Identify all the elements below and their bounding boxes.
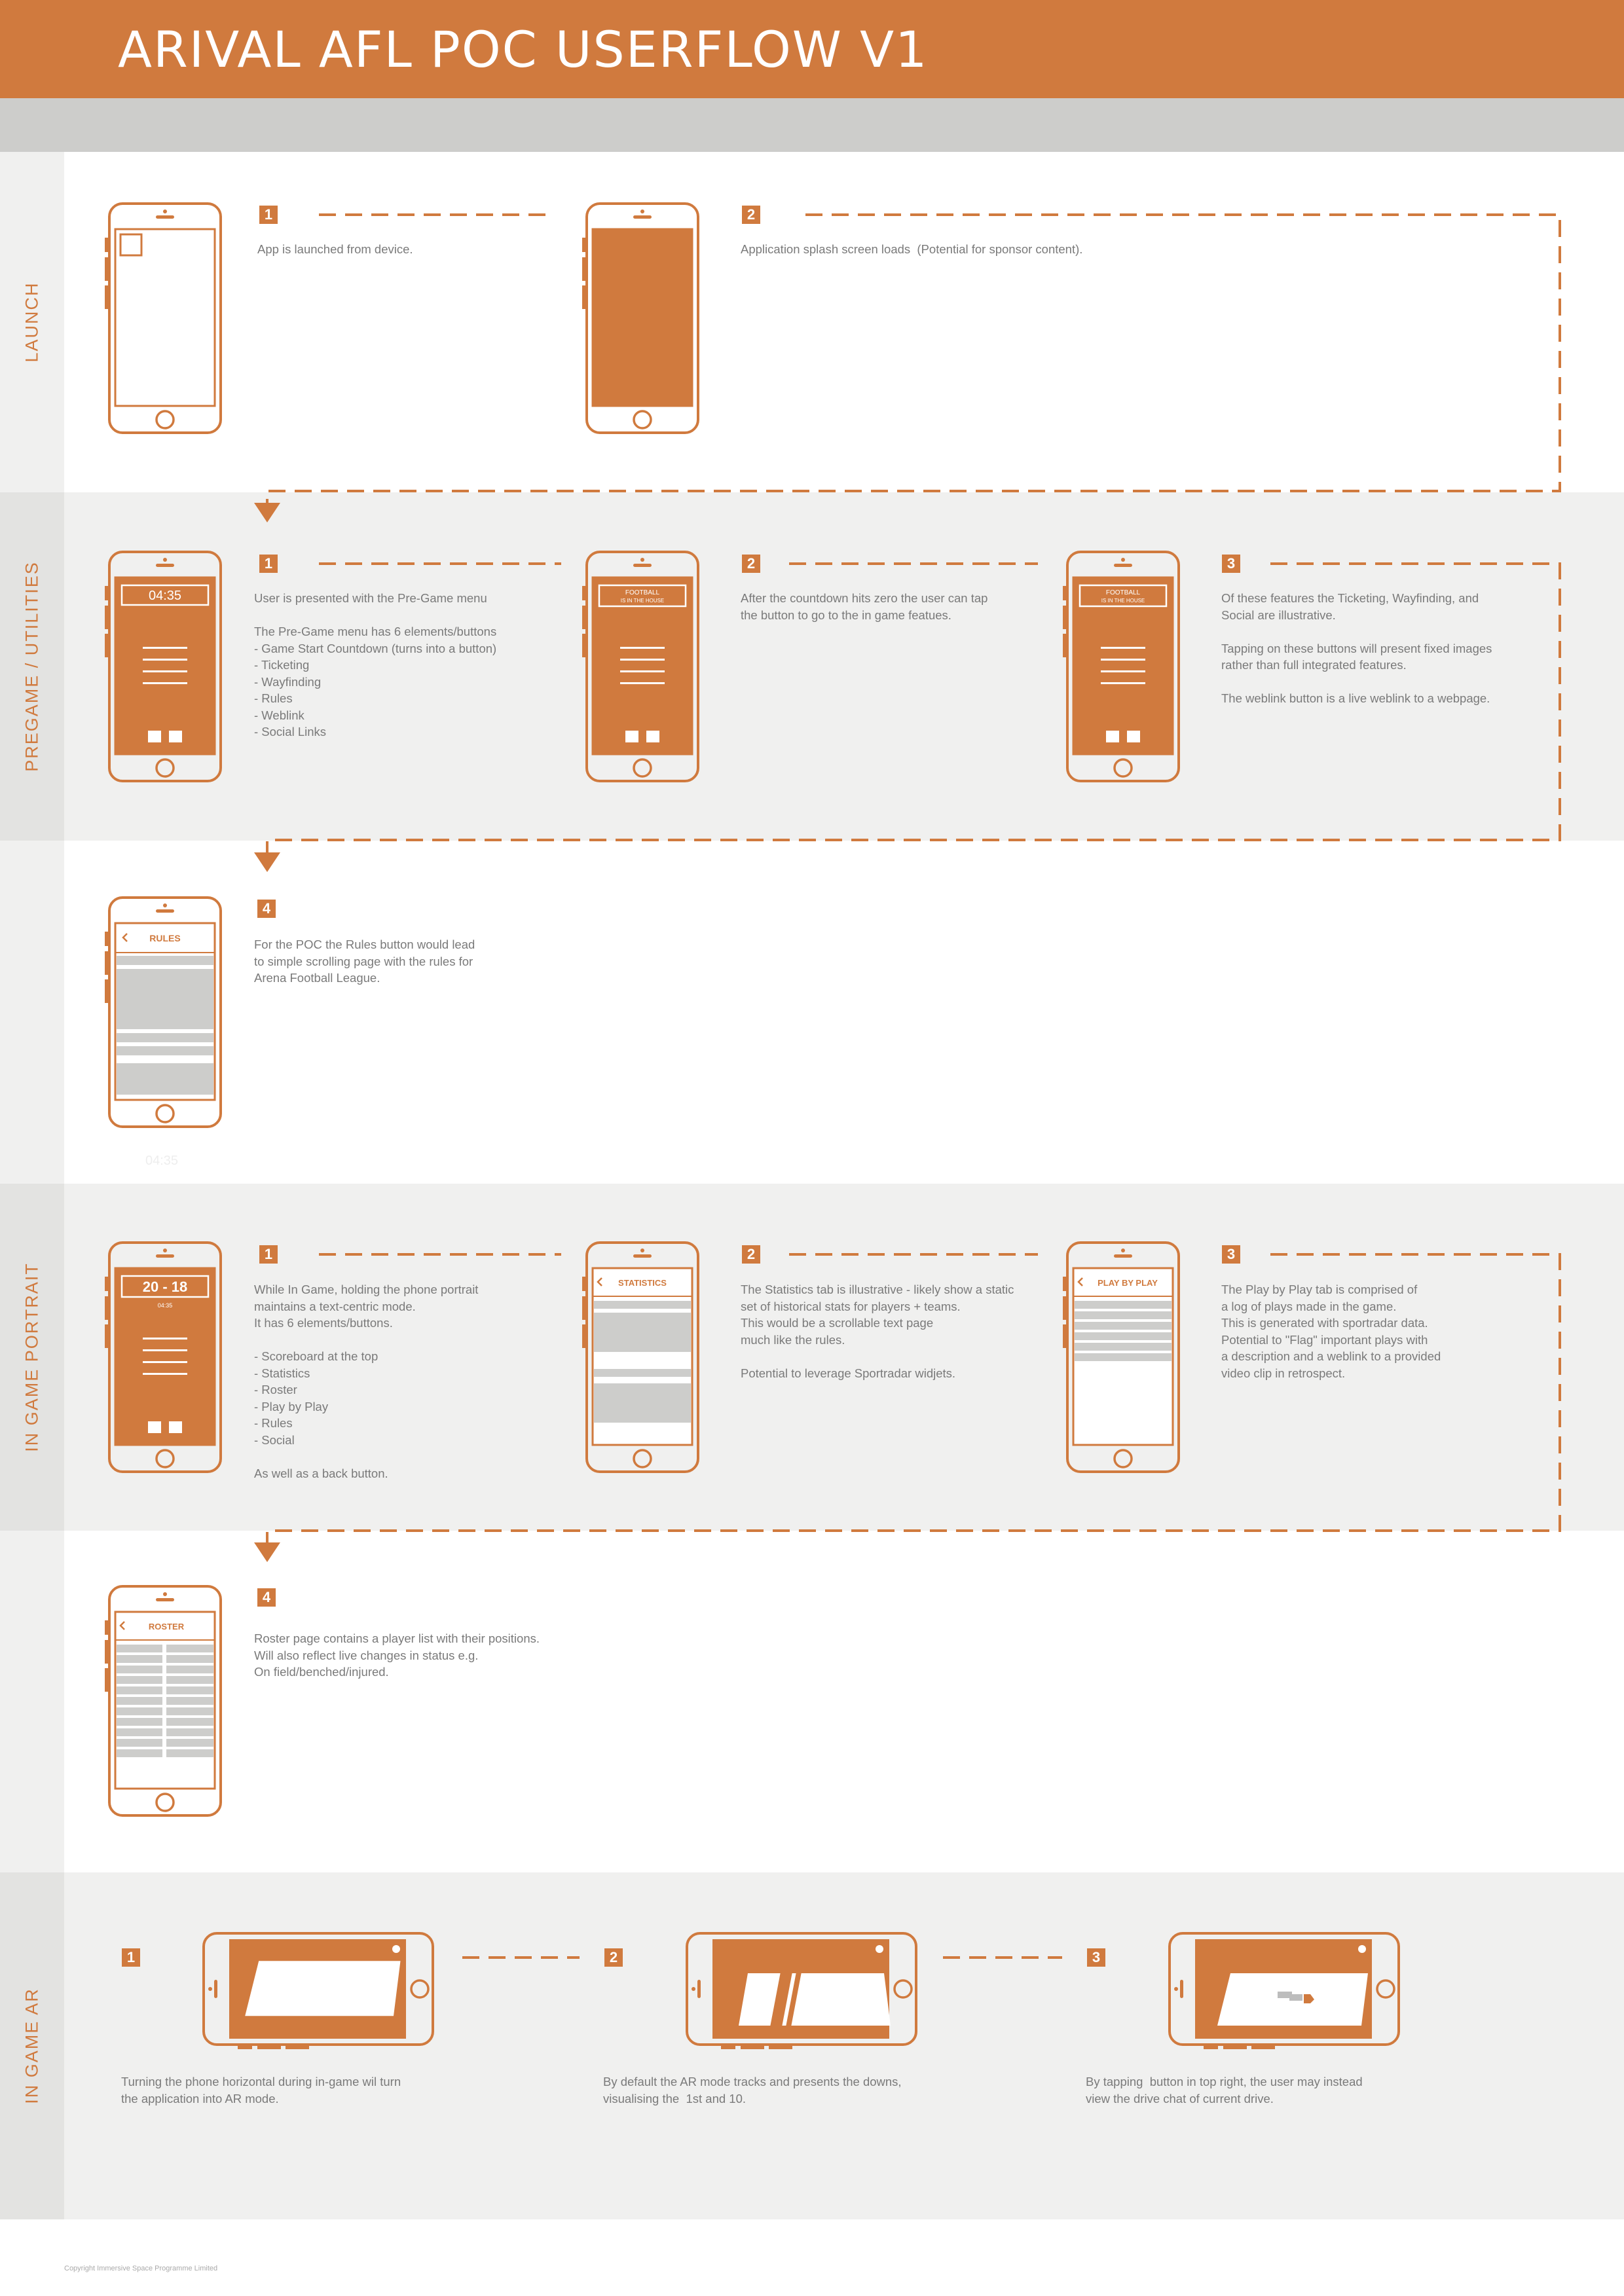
phone-pregame-countdown-zero	[582, 552, 698, 781]
step-description: The Statistics tab is illustrative - likely show a static set of historical stats for players + teams. This would be a scrollable text page much like the rules. Potential to leverage Sportradar widjets.	[741, 1283, 1014, 1380]
step-badge: 2	[742, 555, 760, 573]
step-badge: 1	[259, 555, 278, 573]
phone-ar-downs	[687, 1933, 916, 2049]
step-description: By tapping button in top right, the user may instead view the drive chat of current drive.	[1086, 2075, 1363, 2105]
phone-device-launch	[105, 204, 221, 433]
step-badge: 3	[1222, 1245, 1240, 1264]
svg-text:IS IN THE HOUSE: IS IN THE HOUSE	[1101, 598, 1145, 604]
step-description: User is presented with the Pre-Game menu The Pre-Game menu has 6 elements/buttons - Game Start Countdown (turns into a button) - Ticketing - Wayfinding - Rules - Weblink - Social Links	[254, 591, 497, 738]
phone-rules-page	[105, 898, 221, 1127]
phone-play-by-play-tab	[1063, 1243, 1179, 1472]
svg-text:FOOTBALL: FOOTBALL	[1105, 589, 1141, 596]
step-description: Application splash screen loads (Potential for sponsor content).	[741, 242, 1083, 256]
step-badge: 1	[122, 1948, 140, 1967]
step-description: Of these features the Ticketing, Wayfinding, and Social are illustrative. Tapping on these buttons will present fixed images rather than full integrated features. The weblink button is a live weblink to a webpage.	[1221, 591, 1492, 705]
svg-text:RULES: RULES	[149, 933, 181, 943]
phone-splash-screen	[582, 204, 698, 433]
step-badge: 2	[742, 1245, 760, 1264]
step-description: While In Game, holding the phone portrait maintains a text-centric mode. It has 6 elements/buttons. - Scoreboard at the top - Statistics - Roster - Play by Play - Rules - Social As well as a back button.	[254, 1283, 479, 1480]
svg-text:PLAY BY PLAY: PLAY BY PLAY	[1098, 1278, 1158, 1288]
svg-text:IS IN THE HOUSE: IS IN THE HOUSE	[620, 598, 665, 604]
step-description: After the countdown hits zero the user can tap the button to go to the in game featues.	[741, 591, 988, 622]
phone-pregame-menu	[105, 552, 221, 781]
step-description: For the POC the Rules button would lead to simple scrolling page with the rules for Arena Football League.	[254, 938, 475, 985]
step-description: App is launched from device.	[257, 242, 413, 256]
phone-score: 20 - 18	[142, 1279, 188, 1295]
step-badge: 3	[1087, 1948, 1105, 1967]
step-badge: 2	[742, 206, 760, 224]
step-description: The Play by Play tab is comprised of a log of plays made in the game. This is generated with sportradar data. Potential to "Flag" important plays with a description and a weblink to a provided video clip in retrospect.	[1221, 1283, 1441, 1380]
svg-text:ROSTER: ROSTER	[148, 1622, 185, 1631]
section-label-launch: LAUNCH	[22, 282, 42, 363]
svg-text:FOOTBALL: FOOTBALL	[625, 589, 660, 596]
step-description: By default the AR mode tracks and presents the downs, visualising the 1st and 10.	[603, 2075, 902, 2105]
launch-to-pregame-connector	[267, 215, 1560, 515]
step-badge: 2	[604, 1948, 623, 1967]
step-badge: 4	[257, 1588, 276, 1607]
step-badge: 1	[259, 1245, 278, 1264]
section-label-pregame: PREGAME / UTILITIES	[22, 561, 42, 772]
step-description: Roster page contains a player list with their positions. Will also reflect live changes in status e.g. On field/benched/injured.	[254, 1631, 540, 1679]
step-description: Turning the phone horizontal during in-game wil turn the application into AR mode.	[121, 2075, 401, 2105]
arrow-down-icon	[254, 852, 280, 872]
phone-ingame-scoreboard	[105, 1243, 221, 1472]
step-badge: 3	[1222, 555, 1240, 573]
svg-text:STATISTICS: STATISTICS	[618, 1278, 667, 1288]
phone-statistics-tab	[582, 1243, 698, 1472]
phone-countdown: 04:35	[148, 589, 182, 603]
phone-pregame-features	[1063, 552, 1179, 781]
step-badge: 1	[259, 206, 278, 224]
phone-ar-mode	[204, 1933, 433, 2049]
section-label-ingame-portrait: IN GAME PORTRAIT	[22, 1262, 42, 1452]
phone-roster-page	[105, 1586, 221, 1815]
arrow-down-icon	[254, 503, 280, 522]
section-label-ingame-ar: IN GAME AR	[22, 1988, 42, 2104]
page-title: ARIVAL AFL POC USERFLOW V1	[118, 20, 929, 79]
svg-text:04:35: 04:35	[157, 1302, 173, 1309]
arrow-down-icon	[254, 1542, 280, 1562]
phone-ar-drive-chart	[1170, 1933, 1399, 2049]
copyright: Copyright Immersive Space Programme Limited	[64, 2265, 218, 2272]
faint-countdown-text: 04:35	[145, 1154, 179, 1168]
step-badge: 4	[257, 900, 276, 918]
